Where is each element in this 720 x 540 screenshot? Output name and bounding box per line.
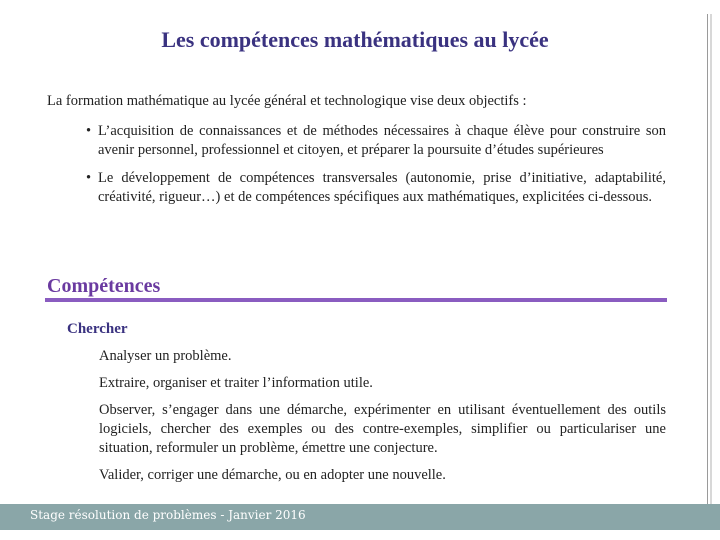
objective-item: [86, 169, 666, 207]
bullet-icon: •: [86, 123, 92, 139]
intro-text: La formation mathématique au lycée général et technologique vise deux objectifs :: [47, 93, 527, 109]
slide-border: [707, 14, 708, 504]
competence-item: Extraire, organiser et traiter l’information utile.: [99, 375, 373, 391]
slide-title: Les compétences mathématiques au lycée: [161, 27, 549, 52]
objective-text: Le développement de compétences transversales (autonomie, prise d’initiative, adaptabilité, créativité, rigueur…) et de compétences spécifiques aux mathématiques, explicitées ci-dessous.: [98, 170, 666, 205]
competence-item: Valider, corriger une démarche, ou en adopter une nouvelle.: [99, 467, 446, 483]
section-title: Compétences: [47, 275, 161, 297]
competence-item: Observer, s’engager dans une démarche, expérimenter en utilisant éventuellement des outils logiciels, chercher des exemples ou des contre-exemples, simplifier ou particulariser une situation, reformuler un problème, émettre une conjecture.: [99, 402, 666, 456]
section-divider: [45, 298, 667, 302]
slide-border-shadow: [710, 14, 712, 504]
competence-item: Analyser un problème.: [99, 348, 232, 364]
footer-text: Stage résolution de problèmes - Janvier 2016: [30, 508, 306, 522]
bullet-icon: •: [86, 170, 92, 186]
competence-list: [99, 347, 666, 493]
objectives-list: [86, 122, 666, 216]
objective-item: [86, 122, 666, 160]
objective-text: L’acquisition de connaissances et de méthodes nécessaires à chaque élève pour construire son avenir personnel, professionnel et citoyen, et préparer la poursuite d’études supérieures: [98, 123, 666, 158]
subsection-title: Chercher: [67, 321, 128, 337]
